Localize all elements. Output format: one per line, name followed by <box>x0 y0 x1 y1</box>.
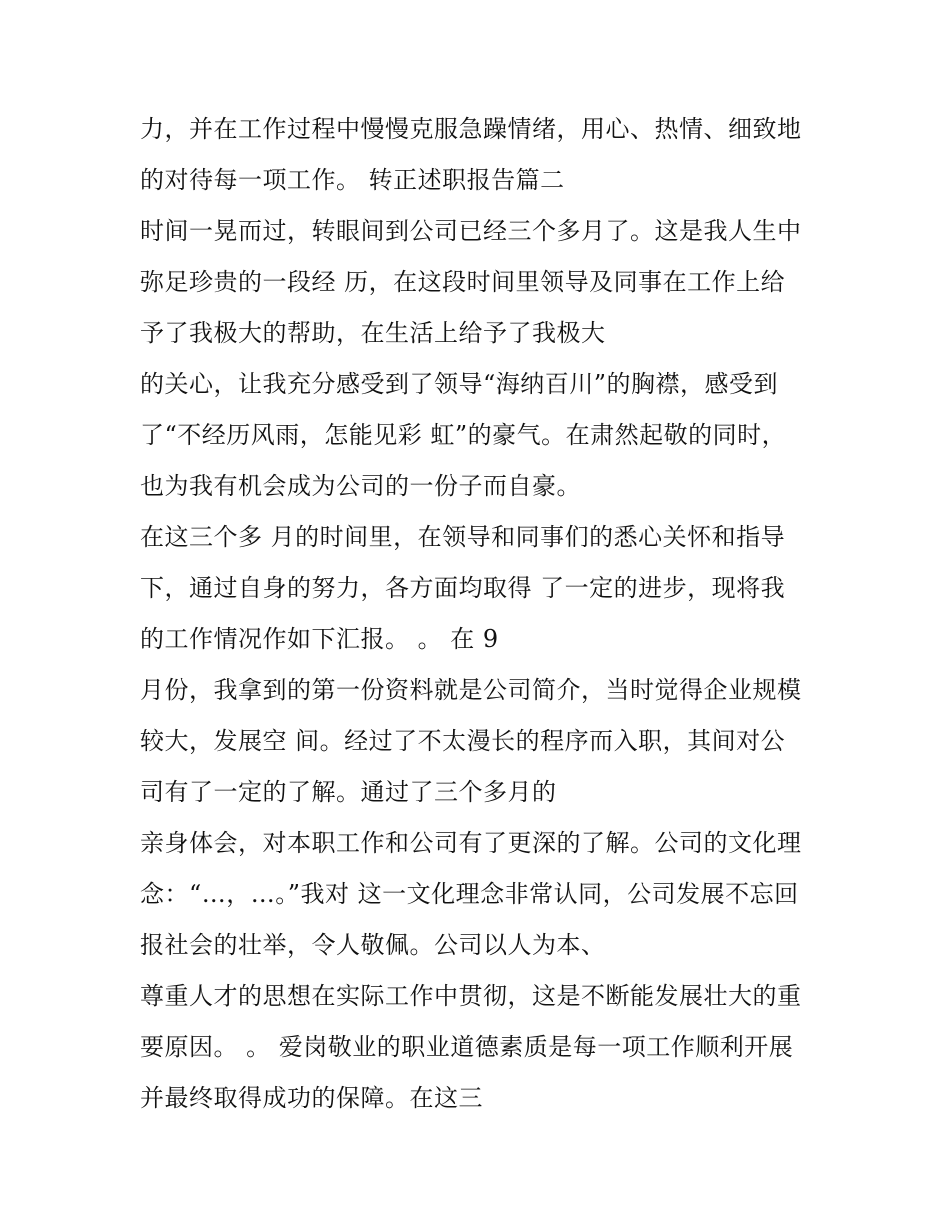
text-line: 在这三个多 月的时间里，在领导和同事们的悉心关怀和指导 <box>140 523 786 551</box>
text-line: 要原因。 。 爱岗敬业的职业道德素质是每一项工作顺利开展 <box>140 1033 794 1061</box>
text-line: 念：“…，…。”我对 这一文化理念非常认同，公司发展不忘回 <box>140 880 799 908</box>
text-line: 下，通过自身的努力，各方面均取得 了一定的进步，现将我 <box>140 574 786 602</box>
text-line: 亲身体会，对本职工作和公司有了更深的了解。公司的文化理 <box>140 829 802 857</box>
text-line: 尊重人才的思想在实际工作中贯彻，这是不断能发展壮大的重 <box>140 982 802 1010</box>
text-line: 时间一晃而过，转眼间到公司已经三个多月了。这是我人生中 <box>140 217 802 245</box>
text-line: 予了我极大的帮助，在生活上给予了我极大 <box>140 319 606 347</box>
body-text <box>140 104 830 1124</box>
text-line: 也为我有机会成为公司的一份子而自豪。 <box>140 472 581 500</box>
text-line: 较大，发展空 间。经过了不太漫长的程序而入职，其间对公 <box>140 727 786 755</box>
text-line: 并最终取得成功的保障。在这三 <box>140 1084 483 1112</box>
text-line: 力，并在工作过程中慢慢克服急躁情绪，用心、热情、细致地 <box>140 115 802 143</box>
text-line: 弥足珍贵的一段经 历，在这段时间里领导及同事在工作上给 <box>140 268 786 296</box>
text-line: 的工作情况作如下汇报。 。 在 9 <box>140 625 499 653</box>
text-line: 司有了一定的了解。通过了三个多月的 <box>140 778 557 806</box>
text-line: 报社会的壮举，令人敬佩。公司以人为本、 <box>140 931 606 959</box>
text-line: 月份，我拿到的第一份资料就是公司简介，当时觉得企业规模 <box>140 676 802 704</box>
text-line: 的对待每一项工作。 转正述职报告篇二 <box>140 166 565 194</box>
text-line: 了“不经历风雨，怎能见彩 虹”的豪气。在肃然起敬的同时， <box>140 421 787 449</box>
text-line: 的关心，让我充分感受到了领导“海纳百川”的胸襟，感受到 <box>140 370 779 398</box>
